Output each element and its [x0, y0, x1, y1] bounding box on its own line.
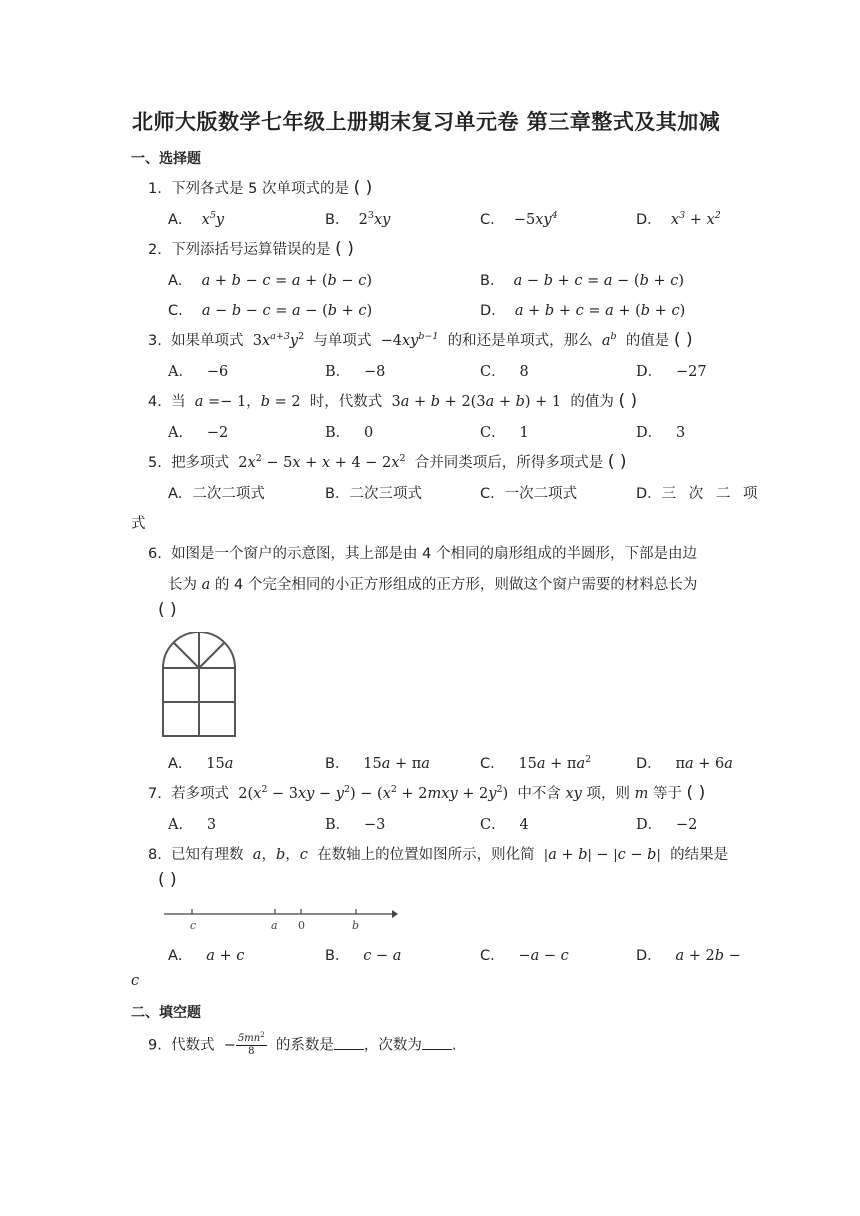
option-d[interactable]: D． −27: [636, 364, 707, 380]
label-a: a: [271, 919, 278, 932]
option-a[interactable]: A．二次二项式: [168, 486, 265, 502]
answer-paren[interactable]: ( ): [618, 391, 638, 411]
option-c[interactable]: C． $-5xy^4$: [480, 210, 558, 228]
option-b[interactable]: B．二次三项式: [325, 486, 422, 502]
label-c: c: [190, 919, 197, 932]
option-a[interactable]: A． −6: [168, 364, 229, 380]
option-d[interactable]: D． 3: [636, 425, 686, 441]
question-4: 4. 当 a =− 1，b = 2 时，代数式 3a + b + 2(3a + b) + 1 的值为 ( ): [148, 391, 638, 411]
arrow-right-icon: [392, 910, 398, 918]
number-line-figure: [160, 904, 405, 936]
option-c[interactable]: C． −a − c: [480, 948, 569, 964]
option-b[interactable]: B． a − b + c = a − (b + c): [480, 273, 685, 289]
answer-paren[interactable]: ( ): [158, 870, 177, 890]
question-8: 8. 已知有理数 a，b，c 在数轴上的位置如图所示，则化简 |a + b| − |c − b| 的结果是: [148, 847, 729, 863]
option-c[interactable]: C． $15a + \pi a^2$: [480, 754, 592, 772]
answer-paren[interactable]: ( ): [686, 783, 706, 803]
option-d[interactable]: D． πa + 6a: [636, 756, 733, 772]
answer-paren[interactable]: ( ): [158, 600, 177, 620]
option-b[interactable]: B． −3: [325, 817, 386, 833]
option-b[interactable]: B． $2^3xy$: [325, 210, 391, 228]
option-b[interactable]: B． 15a + πa: [325, 756, 430, 772]
option-c[interactable]: C． 8: [480, 364, 529, 380]
question-7: 7. 若多项式 $2(x^2 - 3xy - y^2) - (x^2 + 2mxy + 2y^2)$ 中不含 xy 项，则 m 等于 ( ): [148, 783, 706, 803]
option-d[interactable]: D． $x^3 + x^2$: [636, 210, 721, 228]
question-text: 下列添括号运算错误的是: [171, 242, 331, 258]
section-heading-fill: 二、填空题: [131, 1005, 201, 1021]
answer-paren[interactable]: ( ): [673, 330, 693, 350]
option-a[interactable]: A． $x^5y$: [168, 210, 225, 228]
question-5: 5. 把多项式 $2x^2 - 5x + x + 4 - 2x^2$ 合并同类项后，所得多项式是 ( ): [148, 452, 627, 472]
page-title: 北师大版数学七年级上册期末复习单元卷 第三章整式及其加减: [132, 110, 721, 134]
option-d-wrap: c: [131, 973, 140, 989]
question-1: [148, 177, 372, 198]
option-b[interactable]: B． c − a: [325, 948, 402, 964]
question-number: 1.: [148, 181, 162, 197]
question-9: 9. 代数式 − $\frac{5mn^2}{8}$ 的系数是 ，次数为 .: [148, 1031, 457, 1057]
option-c[interactable]: C． a − b − c = a − (b + c): [168, 303, 373, 319]
label-b: b: [352, 919, 360, 932]
answer-paren[interactable]: ( ): [335, 239, 354, 259]
option-a[interactable]: A． 3: [168, 817, 217, 833]
question-2: 2. 下列添括号运算错误的是 ( ): [148, 239, 354, 259]
option-a[interactable]: A． −2: [168, 425, 229, 441]
option-d[interactable]: D． a + b + c = a + (b + c): [480, 303, 686, 319]
question-3: 3. 如果单项式 $3x^{a+3}y^2$ 与单项式 $-4xy^{b-1}$ 的和还是单项式，那么 $a^b$ 的值是 ( ): [148, 330, 693, 350]
option-a[interactable]: A． 15a: [168, 756, 234, 772]
label-0: 0: [298, 919, 305, 932]
option-d[interactable]: D． −2: [636, 817, 698, 833]
option-c[interactable]: C． 1: [480, 425, 529, 441]
question-6: 6. 如图是一个窗户的示意图，其上部是由 4 个相同的扇形组成的半圆形，下部是由边: [148, 546, 698, 562]
option-b[interactable]: B． −8: [325, 364, 386, 380]
section-heading-choice: 一、选择题: [131, 151, 201, 167]
question-6-line2: 长为 a 的 4 个完全相同的小正方形组成的正方形，则做这个窗户需要的材料总长为: [168, 577, 698, 593]
answer-paren[interactable]: ( ): [607, 452, 627, 472]
blank-coefficient[interactable]: [334, 1037, 364, 1050]
option-a[interactable]: A． a + b − c = a + (b − c): [168, 273, 372, 289]
option-d[interactable]: D．三 次 二 项: [636, 486, 762, 502]
option-d[interactable]: D． a + 2b −: [636, 948, 741, 964]
option-c[interactable]: C． 4: [480, 817, 529, 833]
answer-paren[interactable]: ( ): [353, 178, 373, 198]
window-figure: [160, 632, 240, 738]
option-b[interactable]: B． 0: [325, 425, 374, 441]
option-d-wrap: 式: [131, 516, 146, 532]
blank-degree[interactable]: [422, 1037, 452, 1050]
question-text: 下列各式是 5 次单项式的是: [171, 181, 350, 197]
option-c[interactable]: C．一次二项式: [480, 486, 578, 502]
option-a[interactable]: A． a + c: [168, 948, 245, 964]
